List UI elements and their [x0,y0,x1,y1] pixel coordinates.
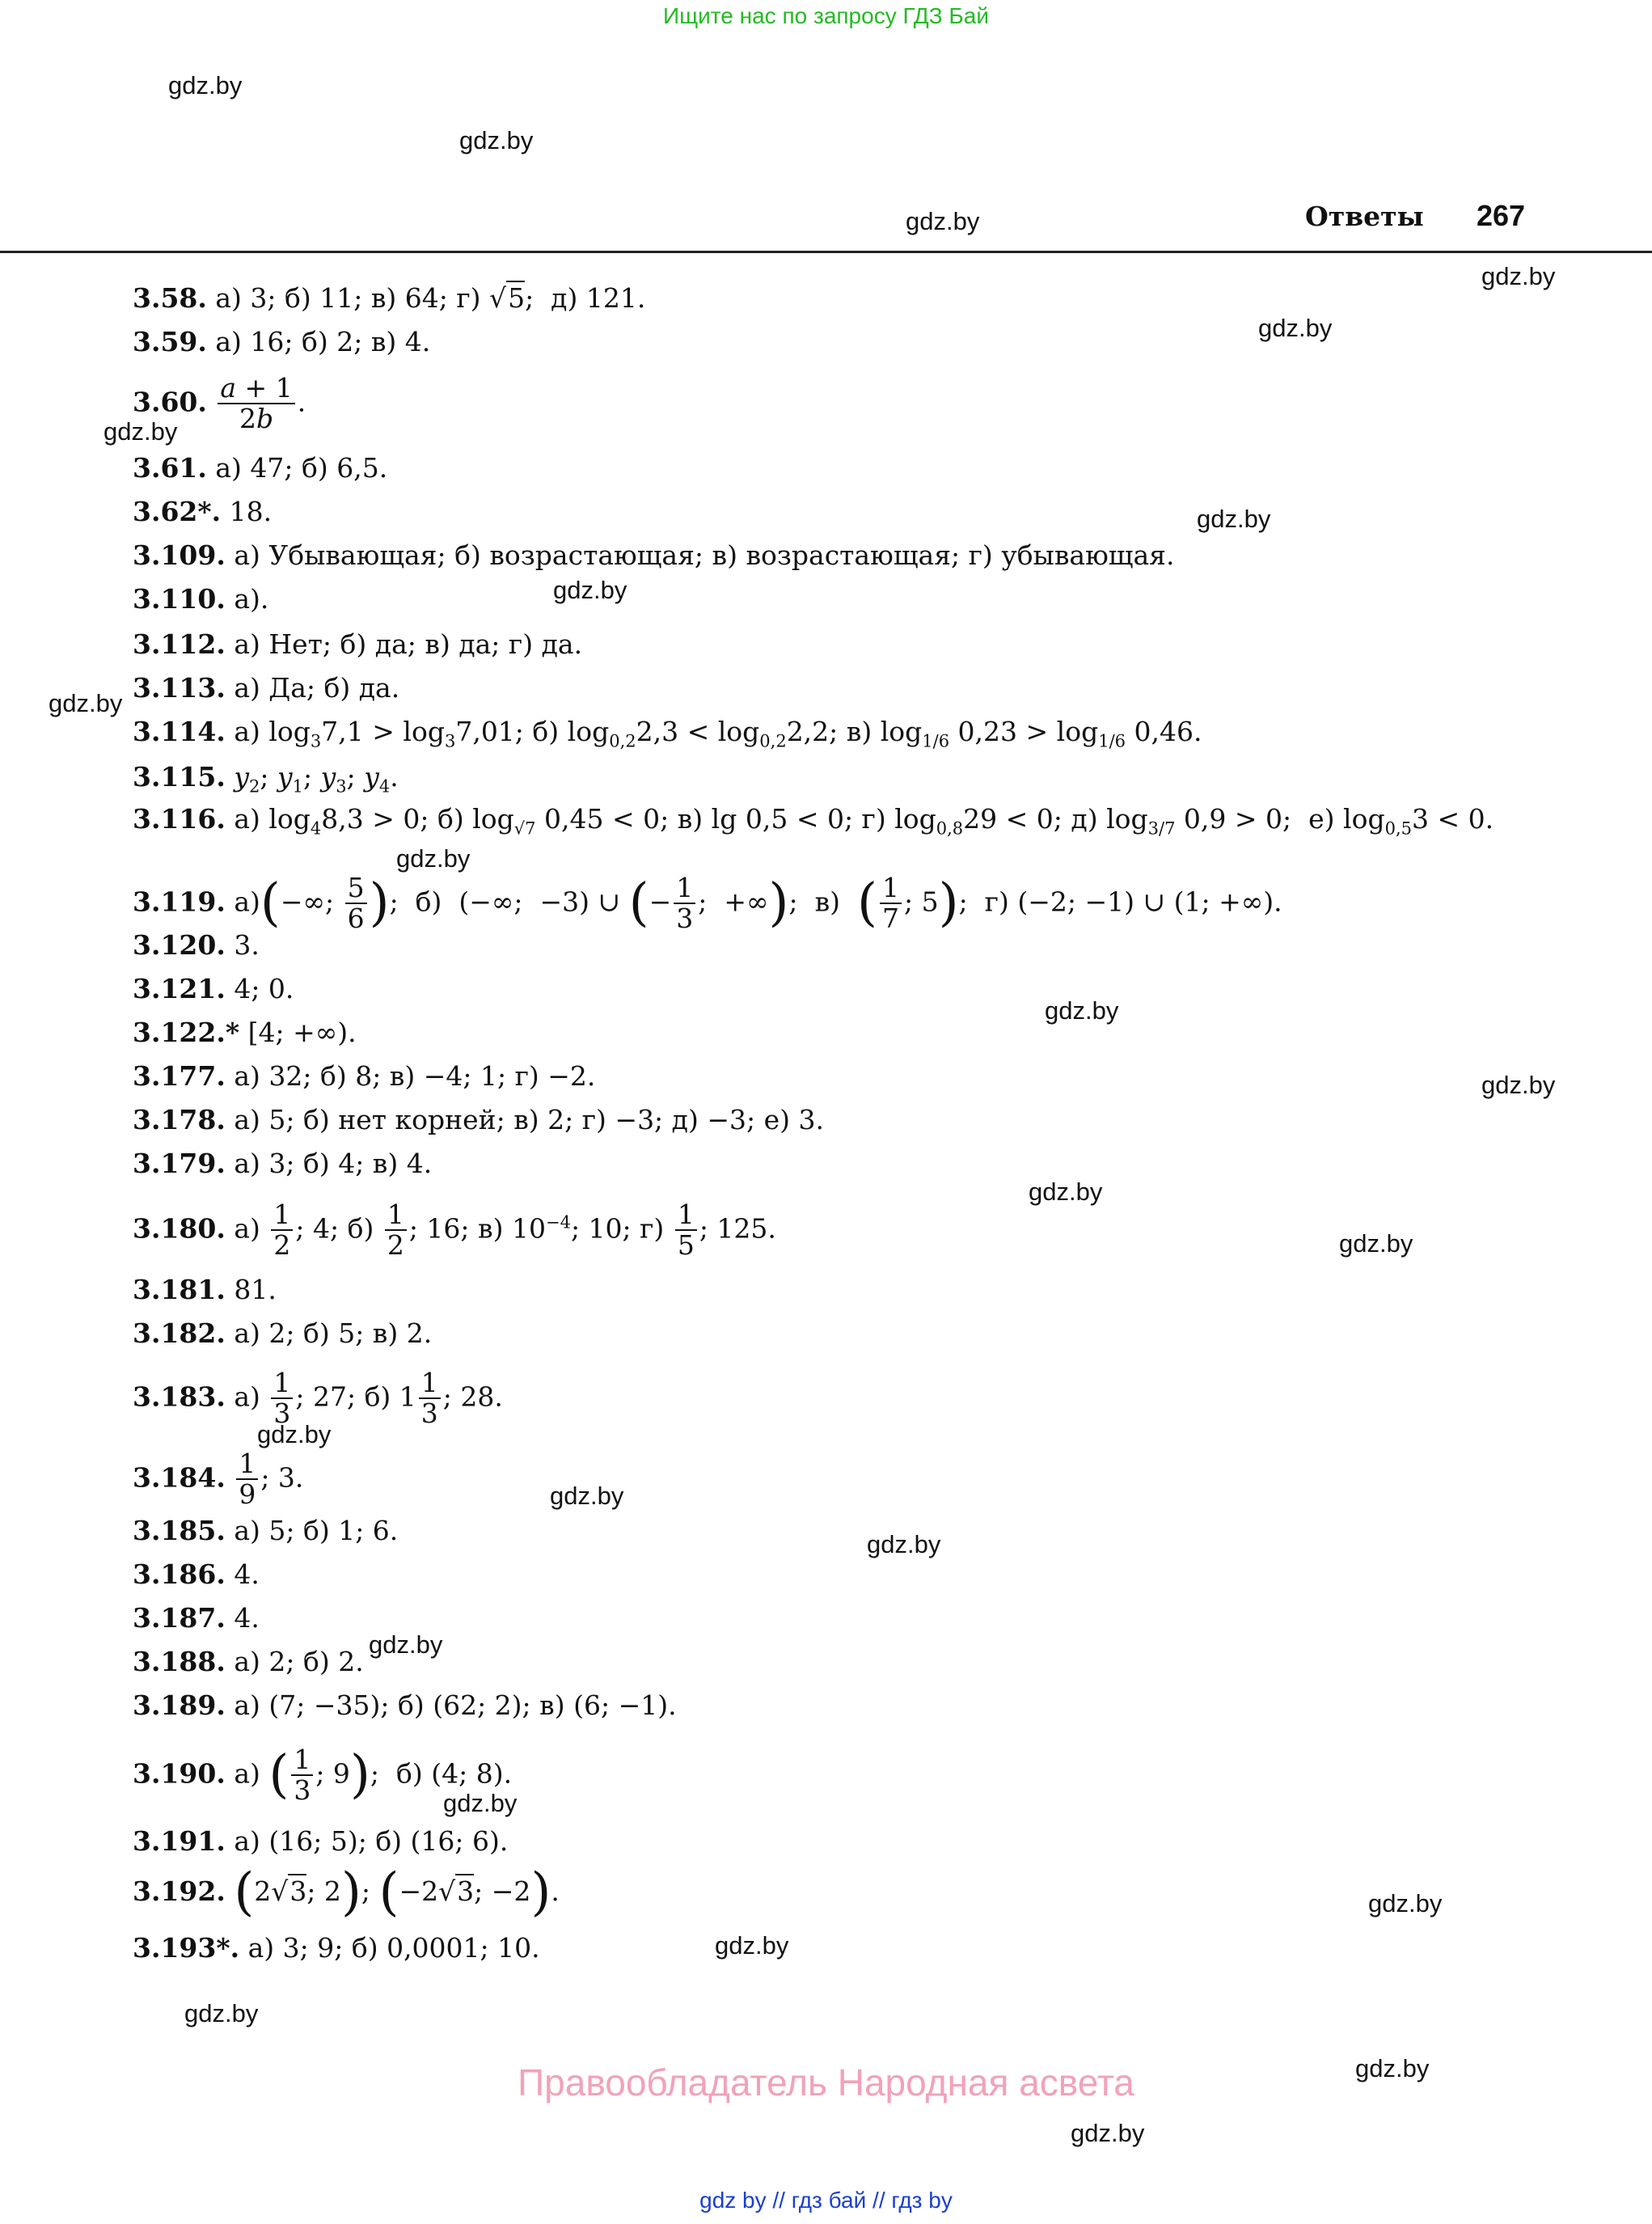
answer-3-58: 3.58. а) 3; б) 11; в) 64; г) √5; д) 121. [133,282,646,314]
answer-3-193: 3.193*. а) 3; 9; б) 0,0001; 10. [133,1932,540,1964]
watermark: gdz.by [867,1530,941,1558]
watermark: gdz.by [1481,1071,1556,1099]
answer-3-119: 3.119. а)(−∞; $\frac{5}{6}$ ); б) (−∞; −3) ∪ (− $\frac{1}{3}$ ; +∞); в) ( $\frac{1}{7}$ ; 5); г) (−2; −1) ∪ (1; +∞). [133,872,1282,935]
footer-links[interactable]: gdz by // гдз бай // гдз by [699,2188,953,2213]
answer-3-59: 3.59. а) 16; б) 2; в) 4. [133,326,431,357]
section-title: Ответы [1305,201,1424,232]
answer-3-113: 3.113. а) Да; б) да. [133,672,400,704]
answer-3-112: 3.112. а) Нет; б) да; в) да; г) да. [133,628,583,660]
watermark: gdz.by [1368,1889,1443,1917]
answer-3-60: 3.60. $\frac{a + 1}{2b}$ . [133,372,306,435]
watermark: gdz.by [1355,2054,1430,2082]
watermark: gdz.by [1339,1229,1413,1258]
watermark: gdz.by [1481,262,1556,290]
watermark: gdz.by [459,126,534,154]
top-banner: Ищите нас по запросу ГДЗ Бай [662,3,990,28]
watermark: gdz.by [168,71,243,99]
answer-3-61: 3.61. а) 47; б) 6,5. [133,452,388,484]
answer-3-120: 3.120. 3. [133,929,260,961]
answer-3-188: 3.188. а) 2; б) 2. [133,1646,364,1677]
answer-3-189: 3.189. а) (7; −35); б) (62; 2); в) (6; −1). [133,1689,677,1721]
watermark: gdz.by [906,207,980,235]
watermark: gdz.by [1258,314,1333,342]
answer-3-192: 3.192. (2√3; 2); (−2√3; −2). [133,1862,560,1922]
answer-3-177: 3.177. а) 32; б) 8; в) −4; 1; г) −2. [133,1060,596,1092]
watermark: gdz.by [49,689,123,717]
watermark: gdz.by [715,1931,789,1960]
answer-3-115: 3.115. $y_2$; $y_1$; $y_3$; $y_4$. [133,761,399,797]
answer-3-121: 3.121. 4; 0. [133,973,294,1004]
watermark: gdz.by [443,1789,518,1817]
page-number: 267 [1477,199,1526,232]
answer-3-185: 3.185. а) 5; б) 1; 6. [133,1515,399,1546]
watermark: gdz.by [396,844,471,873]
watermark: gdz.by [1197,505,1271,533]
answer-3-187: 3.187. 4. [133,1602,260,1634]
answer-3-62: 3.62*. 18. [133,496,273,527]
watermark: gdz.by [257,1420,332,1448]
header-divider [0,251,1652,253]
watermark: gdz.by [1029,1178,1103,1206]
answer-3-190: 3.190. а) ( $\frac{1}{3}$ ; 9); б) (4; 8). [133,1744,513,1807]
watermark: gdz.by [1071,2119,1145,2147]
answer-3-122: 3.122.* [4; +∞). [133,1017,357,1048]
answer-3-180: 3.180. а) $\frac{1}{2}$ ; 4; б) $\frac{1}{2}$ ; 16; в) $10^{-4}$; 10; г) $\frac{1}{5}$ ; 125. [133,1199,776,1262]
watermark: gdz.by [104,417,178,446]
answer-3-178: 3.178. а) 5; б) нет корней; в) 2; г) −3; д) −3; е) 3. [133,1104,824,1135]
answer-3-184: 3.184. $\frac{1}{9}$ ; 3. [133,1448,304,1511]
answer-3-182: 3.182. а) 2; б) 5; в) 2. [133,1317,433,1349]
watermark: gdz.by [553,576,627,604]
watermark: gdz.by [550,1482,624,1510]
answer-3-116: 3.116. а) $\log_48,3 > 0$; б) $\log_{√7} 0,45 < 0$; в) lg 0,5 < 0; г) $\log_{0,8}29 < 0$; д) $\log_{3/7} 0,9 > 0$; е) $\log_{0,5}3 < 0$. [133,803,1494,839]
watermark: gdz.by [369,1630,443,1659]
watermark: gdz.by [184,1999,259,2027]
answer-3-109: 3.109. а) Убывающая; б) возрастающая; в) возрастающая; г) убывающая. [133,539,1175,571]
answer-3-181: 3.181. 81. [133,1274,277,1305]
answer-3-110: 3.110. а). [133,583,269,615]
answer-3-186: 3.186. 4. [133,1558,260,1590]
watermark: gdz.by [1045,996,1119,1025]
answer-3-179: 3.179. а) 3; б) 4; в) 4. [133,1148,433,1179]
answer-3-191: 3.191. а) (16; 5); б) (16; 6). [133,1825,509,1857]
answer-3-183: 3.183. а) $\frac{1}{3}$ ; 27; б) 1 $\frac{1}{3}$ ; 28. [133,1367,503,1430]
copyright-notice: Правообладатель Народная асвета [518,2061,1134,2103]
answer-3-114: 3.114. а) $\log_37,1 > \log_37,01$; б) $\log_{0,2}2,3 < \log_{0,2}2,2$; в) $\log_{1/6} 0,23 > \log_{1/6} 0,46$. [133,716,1202,751]
